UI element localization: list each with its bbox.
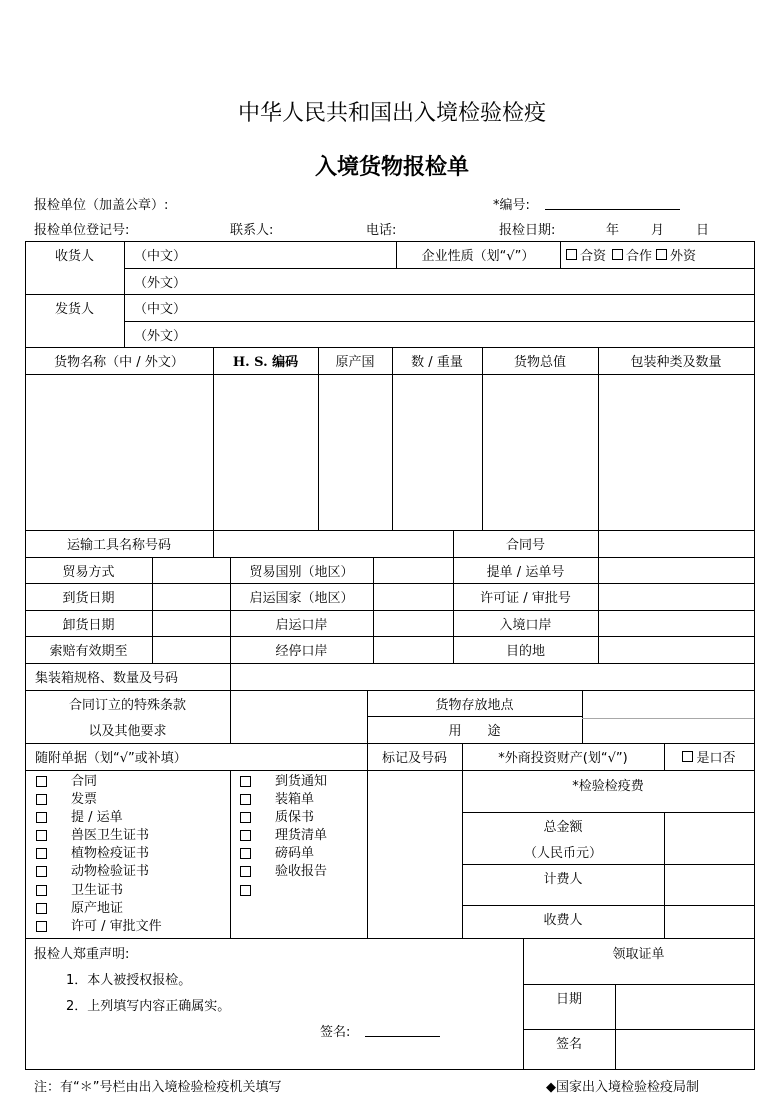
col-goods-name: 货物名称（中 / 外文） (54, 355, 184, 370)
enterprise-type-label: 企业性质（划“√”） (421, 249, 535, 264)
col-total-value: 货物总值 (513, 355, 566, 370)
checkbox[interactable] (36, 812, 47, 823)
checkbox[interactable] (240, 830, 251, 841)
documents-label: 随附单据（划“√”或补填） (35, 751, 187, 766)
doc-item[interactable]: 质保书 (240, 809, 251, 827)
foreign-option-label: 外资 (670, 249, 697, 264)
unload-date-label: 卸货日期 (62, 617, 115, 633)
coop-option-label: 合作 (626, 249, 653, 264)
footer-issuer: ◆国家出入境检验检疫局制 (546, 1080, 699, 1095)
doc-item[interactable]: 动物检验证书 (36, 863, 47, 881)
storage-location-field[interactable] (582, 690, 754, 717)
serial-field[interactable] (545, 194, 680, 210)
consignee-foreign-field[interactable]: （外文） (134, 275, 187, 291)
doc-item[interactable]: 验收报告 (240, 863, 251, 881)
declaration-item-1: 1．本人被授权报检。 (66, 973, 192, 988)
contract-no-label: 合同号 (505, 538, 545, 553)
declaration-signature-field[interactable] (365, 1021, 440, 1037)
doc-item[interactable]: 提 / 运单 (36, 809, 47, 827)
declaration-item-2: 2．上列填写内容正确属实。 (66, 999, 231, 1014)
doc-item[interactable]: 植物检疫证书 (36, 845, 47, 863)
checkbox[interactable] (240, 812, 251, 823)
contact-label: 联系人: (230, 223, 274, 238)
checkbox[interactable] (36, 830, 47, 841)
total-value-field[interactable] (482, 374, 598, 530)
footer-note: 注：有“＊”号栏由出入境检验检疫机关填写 (34, 1080, 282, 1095)
certificate-date-label: 日期 (555, 992, 582, 1007)
declaration-signature-label: 签名: (320, 1025, 351, 1040)
special-terms-field[interactable] (230, 690, 367, 743)
checkbox[interactable] (36, 885, 47, 896)
doc-item[interactable]: 发票 (36, 791, 47, 809)
reg-no-label: 报检单位登记号: (34, 223, 130, 238)
doc-item[interactable]: 装箱单 (240, 791, 251, 809)
quantity-weight-field[interactable] (392, 374, 482, 530)
contract-no-field[interactable] (598, 530, 754, 557)
claim-deadline-label: 索赔有效期至 (49, 644, 128, 659)
unit-label: 报检单位（加盖公章）: (34, 198, 169, 213)
col-packaging: 包装种类及数量 (630, 355, 722, 370)
container-label: 集装箱规格、数量及号码 (35, 671, 179, 686)
foreign-invest-checkbox[interactable] (682, 751, 693, 762)
consignor-chinese-field[interactable]: （中文） (134, 302, 187, 317)
col-hs-code: H. S. 编码 (232, 355, 299, 370)
consignee-chinese-field[interactable]: （中文） (134, 249, 187, 264)
container-field[interactable] (230, 663, 754, 690)
trade-mode-label: 贸易方式 (62, 564, 115, 580)
bill-no-label: 提单 / 运单号 (486, 564, 565, 580)
storage-location-label: 货物存放地点 (435, 697, 514, 713)
date-day: 日 (696, 223, 710, 238)
serial-label: *编号: (493, 198, 530, 213)
doc-item[interactable]: 合同 (36, 773, 47, 791)
foreign-checkbox[interactable] (656, 249, 667, 260)
doc-item[interactable]: 磅码单 (240, 845, 251, 863)
checkbox[interactable] (36, 903, 47, 914)
total-amount-field[interactable] (664, 812, 754, 864)
doc-item[interactable]: 到货通知 (240, 773, 251, 791)
phone-label: 电话: (366, 223, 397, 238)
collector-label: 收费人 (543, 913, 583, 928)
collector-field[interactable] (664, 905, 754, 938)
calculator-label: 计费人 (543, 872, 583, 887)
hs-code-field[interactable] (213, 374, 318, 530)
destination-label: 目的地 (505, 644, 545, 659)
packaging-field[interactable] (598, 374, 754, 530)
doc-item[interactable]: 许可 / 审批文件 (36, 918, 47, 936)
calculator-field[interactable] (664, 864, 754, 905)
checkbox[interactable] (240, 776, 251, 787)
checkbox[interactable] (36, 794, 47, 805)
consignee-label: 收货人 (54, 249, 94, 264)
checkbox[interactable] (36, 848, 47, 859)
date-year: 年 (606, 223, 620, 238)
doc-item[interactable]: 兽医卫生证书 (36, 827, 47, 845)
certificate-signature-field[interactable] (615, 1029, 754, 1069)
checkbox[interactable] (240, 866, 251, 877)
jv-option-label: 合资 (580, 249, 607, 264)
doc-item[interactable]: 理货清单 (240, 827, 251, 845)
jv-checkbox[interactable] (566, 249, 577, 260)
origin-field[interactable] (318, 374, 392, 530)
trade-country-label: 贸易国别（地区） (249, 564, 354, 580)
checkbox[interactable] (36, 921, 47, 932)
usage-field[interactable] (582, 718, 754, 743)
checkbox[interactable] (240, 794, 251, 805)
doc-item[interactable] (240, 882, 251, 900)
col-quantity-weight: 数 / 重量 (411, 355, 463, 370)
checkbox[interactable] (240, 885, 251, 896)
vehicle-label: 运输工具名称号码 (66, 538, 171, 553)
consignor-foreign-field[interactable]: （外文） (134, 328, 187, 344)
form-title: 中华人民共和国出入境检验检疫 (237, 101, 546, 126)
declaration-title: 报检人郑重声明: (34, 947, 130, 962)
arrival-date-label: 到货日期 (62, 591, 115, 606)
vehicle-field[interactable] (213, 530, 453, 557)
foreign-invest-label: *外商投资财产(划“√”) (498, 751, 628, 766)
doc-item[interactable]: 原产地证 (36, 900, 47, 918)
consignor-label: 发货人 (54, 302, 94, 317)
checkbox[interactable] (36, 866, 47, 877)
certificate-date-field[interactable] (615, 984, 754, 1029)
form-subtitle: 入境货物报检单 (314, 155, 469, 180)
foreign-invest-options-label: 是口否 (696, 751, 736, 766)
special-terms-label-1: 合同订立的特殊条款 (68, 698, 186, 713)
marks-label: 标记及号码 (381, 751, 447, 766)
col-origin: 原产国 (335, 355, 375, 370)
checkbox[interactable] (36, 776, 47, 787)
enterprise-type-options (560, 241, 754, 268)
doc-item[interactable]: 卫生证书 (36, 882, 47, 900)
checkbox[interactable] (240, 848, 251, 859)
marks-field[interactable] (367, 770, 462, 938)
departure-country-label: 启运国家（地区） (249, 591, 354, 606)
total-amount-label-1: 总金额 (543, 819, 583, 835)
coop-checkbox[interactable] (612, 249, 623, 260)
date-label: 报检日期: (499, 223, 556, 238)
special-terms-label-2: 以及其他要求 (88, 724, 167, 739)
certificate-title: 领取证单 (612, 947, 665, 962)
entry-port-label: 入境口岸 (499, 617, 552, 633)
total-amount-label-2: （人民币元） (523, 845, 602, 861)
fee-title: *检验检疫费 (572, 779, 644, 794)
usage-label: 用 途 (448, 724, 501, 739)
date-month: 月 (651, 223, 665, 238)
stopover-port-label: 经停口岸 (275, 644, 328, 659)
license-no-label: 许可证 / 审批号 (480, 591, 571, 606)
goods-name-field[interactable] (25, 374, 213, 530)
certificate-signature-label: 签名 (555, 1037, 582, 1052)
departure-port-label: 启运口岸 (275, 617, 328, 633)
foreign-invest-options (664, 743, 754, 770)
